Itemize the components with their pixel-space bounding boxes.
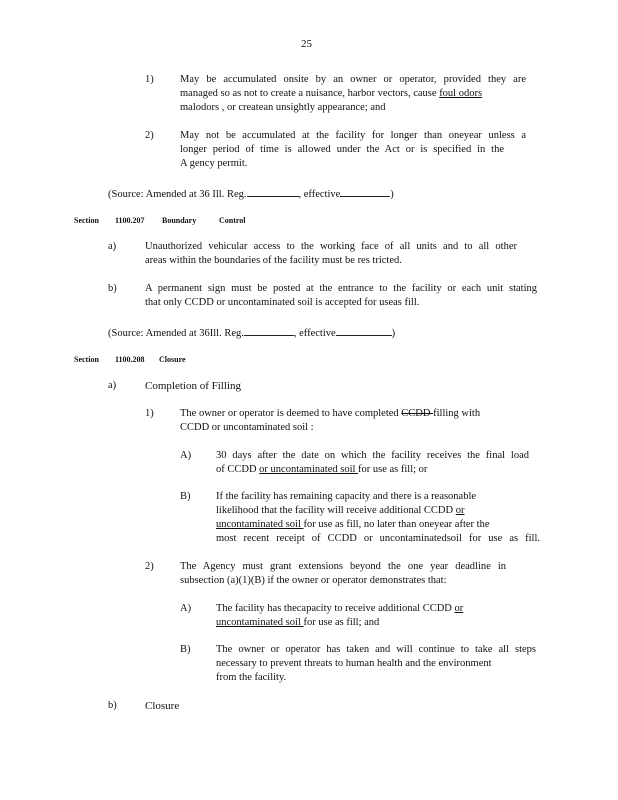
underlined-insertion: uncontaminated soil (216, 617, 304, 628)
section-title: Control (219, 216, 246, 225)
text-line: A permanent sign must be posted at the entrance to the facility or each unit stating (145, 283, 537, 294)
list-label: 2) (145, 561, 154, 572)
source-prefix: (Source: Amended at 36 Ill. Reg. (108, 189, 247, 200)
section-label: Section (74, 216, 99, 225)
text-line (216, 518, 528, 532)
text-line (180, 407, 525, 421)
text-span: likelihood that the facility will receive additional CCDD (216, 505, 456, 516)
text-line: 30 days after the date on which the facility receives the final load (216, 450, 529, 461)
blank-line (244, 324, 294, 336)
text-span: The owner or operator is deemed to have completed (180, 408, 402, 419)
blank-line (336, 324, 392, 336)
source-mid: , effective (298, 189, 341, 200)
list-label: A) (180, 450, 192, 461)
underlined-insertion: or (454, 603, 464, 614)
text-span: for use as fill; and (303, 617, 380, 628)
text-line: areas within the boundaries of the facility must be res tricted. (145, 255, 402, 266)
section-number: 1100.208 (115, 355, 145, 364)
text-line: The Agency must grant extensions beyond the one year deadline in (180, 561, 506, 572)
text-span: for use as fill; or (358, 464, 428, 475)
subsection-heading: Closure (145, 700, 180, 712)
underlined-insertion: foul odors (439, 88, 483, 99)
section-number: 1100.207 (115, 216, 145, 225)
list-label: b) (108, 700, 117, 711)
text-span: of CCDD (216, 464, 260, 475)
blank-line (247, 185, 299, 197)
source-mid: , effective (293, 328, 336, 339)
source-suffix: ) (390, 189, 394, 200)
text-span: filling with (433, 408, 481, 419)
source-note (108, 185, 394, 202)
text-line (216, 504, 506, 518)
text-span: The facility has thecapacity to receive additional CCDD (216, 603, 455, 614)
text-line: necessary to prevent threats to human health and the environment (216, 658, 492, 669)
text-line: that only CCDD or uncontaminated soil is accepted for useas fill. (145, 297, 420, 308)
text-line: malodors , or createan unsightly appearance; and (180, 102, 386, 113)
text-line: subsection (a)(1)(B) if the owner or operator demonstrates that: (180, 575, 447, 586)
list-label: 1) (145, 74, 154, 85)
text-line: most recent receipt of CCDD or uncontaminatedsoil for use as fill. (216, 533, 540, 544)
page-number: 25 (301, 38, 312, 50)
subsection-heading: Completion of Filling (145, 380, 241, 392)
text-line: longer period of time is allowed under the Act or is specified in the (180, 144, 504, 155)
text-line: from the facility. (216, 672, 287, 683)
text-line: May not be accumulated at the facility for longer than oneyear unless a (180, 130, 526, 141)
underlined-insertion: uncontaminated soil (216, 519, 304, 530)
text-line: CCDD or uncontaminated soil : (180, 422, 314, 433)
section-title: Closure (159, 355, 186, 364)
text-line (216, 616, 379, 630)
list-label: A) (180, 603, 192, 614)
text-line: A gency permit. (180, 158, 248, 169)
list-label: B) (180, 644, 191, 655)
struck-text: CCDD (401, 408, 434, 419)
section-label: Section (74, 355, 99, 364)
text-line (216, 602, 506, 616)
blank-line (340, 185, 390, 197)
list-label: b) (108, 283, 117, 294)
underlined-insertion: or uncontaminated soil (259, 464, 359, 475)
text-span: for use as fill, no later than oneyear after the (303, 519, 490, 530)
source-note (108, 324, 395, 341)
text-line: Unauthorized vehicular access to the working face of all units and to all other (145, 241, 517, 252)
section-title: Boundary (162, 216, 197, 225)
text-line: May be accumulated onsite by an owner or operator, provided they are (180, 74, 526, 85)
text-line (216, 463, 427, 477)
list-label: B) (180, 491, 191, 502)
text-line: If the facility has remaining capacity and there is a reasonable (216, 491, 477, 502)
text-line: The owner or operator has taken and will continue to take all steps (216, 644, 536, 655)
source-prefix: (Source: Amended at 36Ill. Reg. (108, 328, 244, 339)
list-label: 1) (145, 408, 154, 419)
text-span: managed so as not to create a nuisance, harbor vectors, cause (180, 88, 440, 99)
list-label: a) (108, 241, 117, 252)
text-line (180, 87, 530, 101)
underlined-insertion: or (455, 505, 465, 516)
list-label: 2) (145, 130, 154, 141)
list-label: a) (108, 380, 117, 391)
source-suffix: ) (391, 328, 396, 339)
